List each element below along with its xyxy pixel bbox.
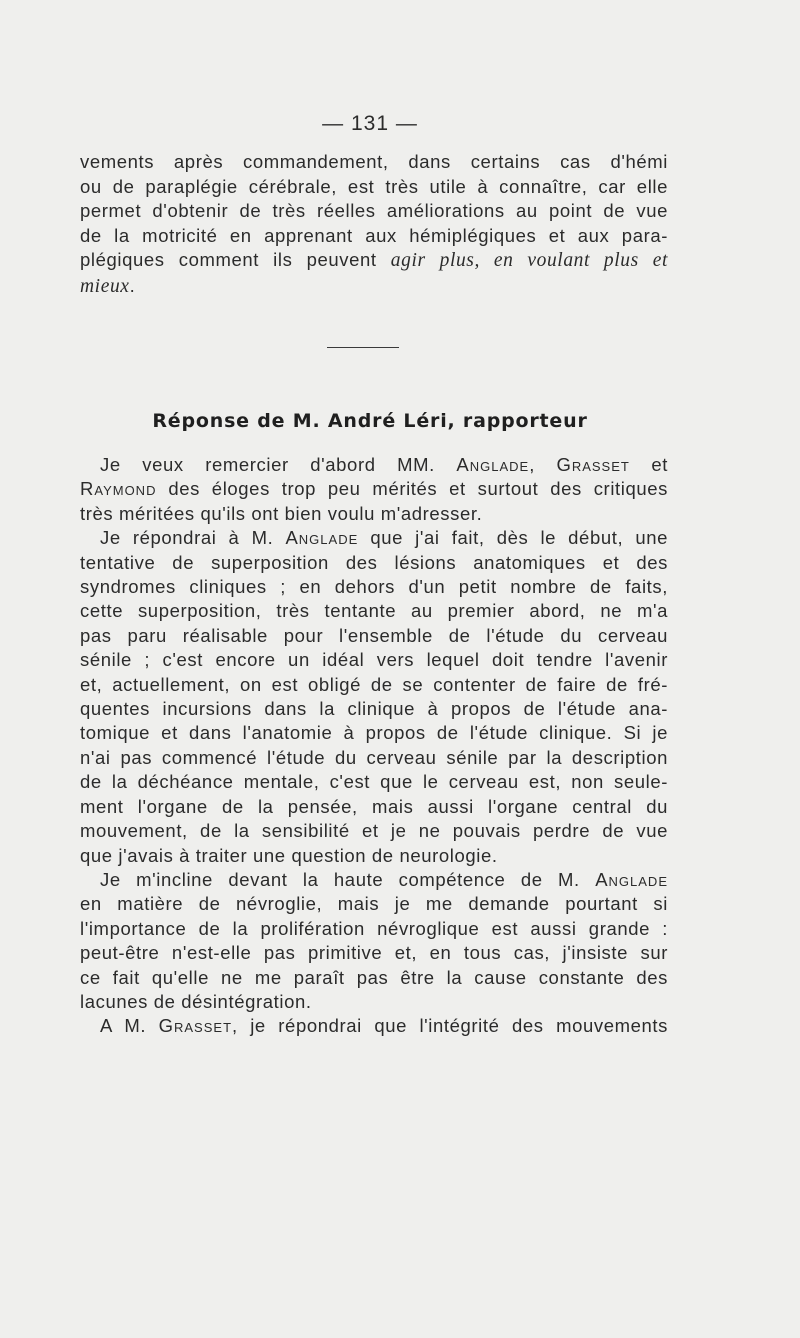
intro-paragraph bbox=[80, 150, 668, 300]
text-line: ce fait qu'elle ne me paraît pas être la cause constante des bbox=[80, 966, 668, 988]
text-run: , bbox=[529, 454, 557, 475]
text-line: quentes incursions dans la clinique à propos de l'étude ana- bbox=[80, 698, 668, 720]
text-line: très méritées qu'ils ont bien voulu m'adresser. bbox=[80, 502, 483, 524]
text-line: cette superposition, très tentante au premier abord, ne m'a bbox=[80, 600, 668, 622]
text-line bbox=[80, 1014, 668, 1038]
section-heading: Réponse de M. André Léri, rapporteur bbox=[152, 410, 588, 432]
person-name: Anglade bbox=[285, 527, 359, 549]
text-line: mouvement, de la sensibilité et je ne pouvais perdre de vue bbox=[80, 820, 668, 842]
response-body bbox=[80, 453, 668, 1039]
page-number: — 131 — bbox=[322, 112, 418, 135]
text-run: que j'ai fait, dès le début, une bbox=[358, 527, 668, 549]
person-name: Anglade bbox=[595, 868, 668, 890]
text-line: tomique et dans l'anatomie à propos de l'étude clinique. Si je bbox=[80, 722, 668, 744]
text-line: n'ai pas commencé l'étude du cerveau sénile par la description bbox=[80, 746, 668, 768]
text-line: lacunes de désintégration. bbox=[80, 990, 312, 1012]
text-run: plégiques comment ils peuvent bbox=[80, 249, 391, 271]
text-run: des éloges trop peu mérités et surtout des critiques bbox=[156, 478, 668, 500]
italic-text: agir plus, en voulant plus et bbox=[390, 250, 668, 272]
text-line: pas paru réalisable pour l'ensemble de l'étude du cerveau bbox=[80, 624, 668, 646]
text-line: peut-être n'est-elle pas primitive et, en tous cas, j'insiste sur bbox=[80, 942, 668, 964]
text-line: tentative de superposition des lésions anatomiques et des bbox=[80, 551, 668, 573]
text-run: Je veux remercier d'abord MM. bbox=[100, 454, 457, 475]
text-run: Je répondrai à M. bbox=[100, 527, 286, 549]
text-line: ou de paraplégie cérébrale, est très utile à connaître, car elle bbox=[80, 175, 668, 197]
text-line: vements après commandement, dans certains cas d'hémi bbox=[80, 151, 668, 172]
text-line: syndromes cliniques ; en dehors d'un petit nombre de faits, bbox=[80, 576, 668, 598]
text-line bbox=[80, 477, 668, 501]
text-run: . bbox=[129, 274, 136, 296]
text-line bbox=[80, 274, 668, 300]
text-line: sénile ; c'est encore un idéal vers lequel doit tendre l'avenir bbox=[80, 649, 668, 671]
text-line bbox=[80, 868, 668, 892]
text-line: et, actuellement, on est obligé de se contenter de faire de fré- bbox=[80, 673, 668, 695]
person-name: Grasset bbox=[158, 1015, 233, 1037]
person-name: Anglade bbox=[456, 454, 530, 475]
text-line bbox=[80, 248, 668, 274]
italic-text: mieux bbox=[80, 275, 130, 297]
text-run: et bbox=[629, 454, 668, 475]
text-line: en matière de névroglie, mais je me demande pourtant si bbox=[80, 893, 668, 915]
text-line: l'importance de la prolifération névroglique est aussi grande : bbox=[80, 917, 668, 939]
section-separator bbox=[327, 347, 399, 348]
text-line: permet d'obtenir de très réelles améliorations au point de vue bbox=[80, 200, 668, 222]
text-run: Je m'incline devant la haute compétence de M. bbox=[100, 868, 596, 890]
text-line: de la motricité en apprenant aux hémiplégiques et aux para- bbox=[80, 224, 668, 246]
person-name: Raymond bbox=[80, 478, 157, 500]
text-run: , je répondrai que l'intégrité des mouvements bbox=[232, 1015, 668, 1037]
person-name: Grasset bbox=[556, 454, 630, 475]
text-line bbox=[80, 526, 668, 550]
text-line: ment l'organe de la pensée, mais aussi l'organe central du bbox=[80, 795, 668, 817]
text-line: que j'avais à traiter une question de neurologie. bbox=[80, 844, 498, 866]
text-line bbox=[80, 453, 668, 477]
text-line: de la déchéance mentale, c'est que le cerveau est, non seule- bbox=[80, 771, 668, 793]
text-run: A M. bbox=[100, 1015, 159, 1037]
